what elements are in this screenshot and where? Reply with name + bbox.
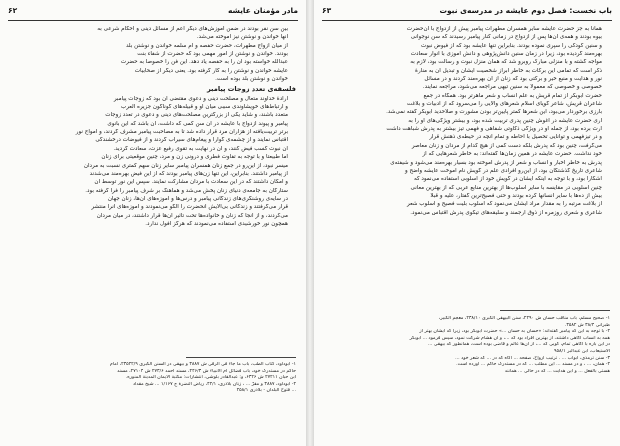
paragraph-line: اما طبیعتاً و با توجه به تفاوت فطری و درونی زن و مرد، چنین موقعیتی برای زنان bbox=[101, 154, 288, 161]
right-page-number: ۶۳ bbox=[322, 6, 332, 15]
footnote-line: حاکم در مستدرک خود، باب فضائل ام الانبیاء ش ۲۴۶/۳، مسند احمد ۲۷۳/۶ ش ۲۷۱۰۴، مسند bbox=[117, 368, 296, 374]
paragraph-line: خود نداشت. حضرت عایشه در همین زمان‌ها گفته‌اند: به خاطر شعرهایی که از bbox=[422, 151, 602, 158]
paragraph-line: پدرش به خاطر اخبار و انساب و شعر از پدرش آموخته بود بسیار بهره‌مند می‌شود و شیفته‌ی bbox=[390, 159, 602, 166]
paragraph-line: از میان ازواج مطهرات، حضرت حفصه و ام سلمه خواندن و نوشتن بلد bbox=[125, 42, 288, 49]
paragraph-line: می‌گرفت، چنین بود که پدرش بلکه دست کمی از هیچ کدام از مردان و زنان معاصر bbox=[411, 142, 602, 149]
paragraph-line: بین سن نفر بودند در ضمن آموزش‌های دیگر اعم از مسائل دینی و احکام شرعی به bbox=[97, 26, 288, 32]
left-page-number: ۶۲ bbox=[8, 6, 18, 15]
left-footnote-rule bbox=[186, 357, 296, 358]
paragraph-line: از پیامبر داشتند. بنابراین، این تنها زن‌های پیامبر بودند که از این فیض بهره‌مند می‌شدند bbox=[89, 170, 288, 177]
paragraph-line: متعدد باشند، و شاید یکی از بزرگترین مصلحت‌های دینی و دعوی در تعدد زوجات bbox=[105, 112, 288, 119]
right-footnote-rule bbox=[500, 310, 610, 311]
footnote-line: ۳- سنن ترمذی، ابواب ... . ترتیب ارواح، صفحه ... آگاه که در ... که شعر خود ... bbox=[455, 355, 610, 361]
paragraph-line: شاعران قریش، شاعر گویای اسلام شعرهای والایی را می‌سرود که از ادبیات و بلاغت bbox=[406, 101, 602, 108]
paragraph-line: خواندن و نوشتن بلد بوده است. bbox=[215, 76, 288, 83]
paragraph-line: و سنین کودکی را سپری نموده بودند. بنابراین تنها عایشه بود که از فیوض نبوت bbox=[420, 42, 602, 49]
paragraph-line: بیوه بودند و همه‌ی آن‌ها پس از ازدواج در زمانی کنار پیامبر رسیدند که سن نوجوانی bbox=[410, 34, 602, 41]
section-heading: فلسفه‌ی تعدد زوجات پیامبر bbox=[206, 85, 296, 94]
footnote-line: طبرانی ۳۸/۴ ش ۳۵۸۲. bbox=[564, 322, 610, 328]
right-page bbox=[314, 0, 620, 446]
paragraph-line: آری حضرت عایشه در آغوش چنین پدری تربیت شده بود، و بیشتر ویژگی‌های او را به bbox=[408, 117, 602, 124]
paragraph-line: شاعری و شعری روزمره از ذوق ارجمند و سلیقه‌های تیکوی پدرش اقتباس می‌نمود. bbox=[410, 209, 602, 216]
book-gutter bbox=[306, 0, 314, 446]
paragraph-line: پیامبر و پیوند ازدواج با عایشه در آن سن کمی که داشت، آن باشد که این بانوی bbox=[107, 120, 288, 127]
paragraph-line: شاعری تاریخ گذشتگان بود، از این‌رو افرادی علم در گویش نام آموخت عایشه واضح و bbox=[405, 167, 602, 174]
right-header-rule bbox=[322, 20, 612, 21]
paragraph-line: آن نبوت کسب فیض کنند، و آن در نهایت به تقوی رفیع عزت، سعادت گردید. bbox=[113, 145, 288, 152]
paragraph-line: و در تیزفهمی و توانایی تحصیل با احاطه و تمام آنچه در حیطه‌ی ذهنش قرار bbox=[429, 134, 602, 141]
paragraph-line: نور و هدایت و منبع خیر و برکتی بود که زنان از آن بهره‌مند گردند و در مسائل bbox=[424, 76, 602, 83]
paragraph-line: خصوصی و خصوصی که معمولاً به سنین تیهی مراجعه می‌شود، مراجعه نمایند. bbox=[422, 84, 602, 91]
paragraph-line: چنین اسلوبی در مقایسه با سایر اسلوب‌ها از بهترین منابع عربی که از بهترین معانی bbox=[410, 184, 602, 191]
paragraph-line: قرار می‌گرفتند و زندگانی بی‌آلایش آنحضرت را الگو می‌نمودند و آموزه‌های آنرا منتشر bbox=[91, 204, 288, 211]
paragraph-line: بارزی برخوردار می‌بود، این شعرها کمتر پایین‌تر بودن مشورت و صلاحدید ابوبکر گفته نمی‌شد. bbox=[386, 109, 602, 116]
paragraph-line: ارادهٔ خداوند متعال و مصلحت دینی و دعوی مقتضی آن بود که زوجات پیامبر bbox=[113, 95, 288, 102]
left-footnotes bbox=[10, 362, 296, 395]
paragraph-line: و ارتباط‌های خویشاوندی سببی میان او و قبیله‌های گوناگون جزیره العرب bbox=[120, 104, 288, 111]
paragraph-line: بهره‌مند گردیده بود، زیرا در زمان سنین دانش‌پژوهی و دانش آموزی با انوار سعادت bbox=[410, 51, 602, 58]
paragraph-line: بیش از ده‌ها با سایر انسانها کرده بودند و حتی فصیح‌ترین گفتار، علیه و قبلاً bbox=[430, 192, 602, 199]
paragraph-line: مواجه گشته و با منزلی مبارک روبرو شد که همان منزل نبوت و رسالت بود، لازم به bbox=[410, 59, 602, 66]
paragraph-line: میسر نبود، از این‌رو در جمع زنان همسران پیامبر سایر زنان سهم کمتری نسبت به مردان bbox=[83, 162, 288, 169]
paragraph-line: ستارگان به جامعه‌ی دنیای زنان پخش می‌شد و هماهنگ بر شرف پیامبر را فرا گرفته بود. bbox=[85, 187, 288, 194]
paragraph-line: برتر تربیت‌یافته از هزاران مرد قرار داده شد تا به مصاحبت پیامبر مشرف گردند، و امواج نور bbox=[75, 129, 288, 136]
paragraph-line: ارث برده بود، از جمله او در ویژگی ذکاوتی شفاهی و فهمی تیز بیشتر به پدرش شباهت داشت bbox=[386, 126, 602, 133]
paragraph-line: آنها خواندن و نوشتن نیز آموخته می‌شد. bbox=[196, 34, 288, 41]
paragraph-line: عبدالله خواسته بود آن را به حفصه یاد دهد. این فن را خصوصاً به حضرت bbox=[120, 59, 288, 66]
right-header bbox=[322, 6, 612, 18]
paragraph-line: آشکارا بود، و با توجه به اینکه ایشان در گویش خود از اسلوبی استفاده می‌نمود که bbox=[413, 176, 602, 183]
footnote-line: ۲- ابوداود، ۳۸۸۷ و مقرّ ... ، زنان بلاذری، ۴۴/۱، ریاض النضرة ج ۱/۱۶۷ ... شیخ مقداد bbox=[132, 381, 296, 387]
footnote-line: هستی بالفعل ... و این هدایت ... که در حالی ... همانند bbox=[504, 368, 610, 374]
footnote-line: ۱- صحیح مسلم، باب مناقب حسان ش ۲۴۹۰، سنن البیهقی الکبری ۲۳۸/۱۰، معجم الکبیر، bbox=[438, 316, 610, 321]
left-page bbox=[0, 0, 306, 446]
right-running-title: باب نخست: فصل دوم عایشه در مدرسه‌ی نبوت bbox=[439, 6, 612, 15]
left-running-title: مادر مؤمنان عایشه bbox=[227, 6, 298, 15]
footnote-line: ۴- همان، ... ، و در مسند ... این مطلب ... که در مستدرک حاکم ... آورده است. bbox=[456, 362, 610, 368]
left-header bbox=[8, 6, 298, 18]
paragraph-line: اقتباس نمایند و از چشمه‌ی گوارا و پیغام‌های سیراب گردند و از فیوضات درخشندگی bbox=[95, 137, 288, 144]
paragraph-line: ذکر است که تمامی این برکات به خاطر ابراز شخصیت ایشان و تبدیل آن به منارهٔ bbox=[415, 67, 602, 74]
paragraph-line: همچون نور خورشیدی استفاده می‌نمودند که هرگز افول ندارد. bbox=[145, 220, 288, 227]
left-header-rule bbox=[8, 20, 298, 21]
paragraph-line: همانا به جز حضرت عایشه سایر همسران مطهرات پیامبر پیش از ازدواج با آن‌حضرت bbox=[406, 26, 602, 32]
footnote-line: در این باره با آگاهی تمام، گویی که ...، از آن‌ها عالم و قاضی بوده است، همانطور که بیهقی ... bbox=[427, 342, 610, 348]
right-body-text bbox=[324, 26, 610, 218]
footnote-line: ابن حبان ۲۷۲۱۱ ش ۶۳۲۶، و: عبدالقادر بلوشی، انتشارات: مکتبة الایمان المدینة المنوره. bbox=[125, 375, 296, 381]
footnote-line: همه به انساب آگاهی داشتند، از بهترین افراد بود که ...، و آن هشام شرکت نمود، سپس فرمود ... ابوبکر bbox=[409, 335, 610, 341]
left-body-text bbox=[10, 26, 296, 229]
paragraph-line: حضرت ابوبکر از تمام قریش به علم انساب و شعر ماهرتر بود. همگاه در جمع bbox=[423, 92, 602, 99]
footnote-line: ... فتوح البلدان - بلاذری ۴۵۸/۱ bbox=[236, 388, 296, 394]
footnote-line: ۱- ابوداود، کتاب الطب، باب ما جاء فی الرقی ش ۳۸۸۷ و بیهقی در السنن الکبری ۲۳۵۴۲/۹، امام bbox=[109, 362, 296, 367]
paragraph-line: در سایه‌ی روشنگری‌های زندگانی پیامبر و درس‌ها و آموزه‌های آن‌ها، زنان جهان bbox=[107, 195, 288, 202]
paragraph-line: بودند. خواندن و نوشتن از امور مهمی بود که حضرت از شفاء بنت bbox=[137, 51, 288, 58]
paragraph-line: از بلاغت مرتبه را به مقدار مراد ایشان می‌نمود که اسلوب بلیت فصیح و اسلوب شعر bbox=[406, 201, 602, 208]
paragraph-line: عایشه خواندن و نوشتن را به کار گرفته بود. یعنی دیگر از صحابیات bbox=[134, 67, 288, 74]
paragraph-line: و امکان داشتند که در این سعادت با مردان مشارکت نمایند. سپس این نور توسط آن bbox=[94, 179, 288, 186]
footnote-line: الاستیعاب، ابن عبدالبر ۹۵۸/۱ bbox=[553, 348, 610, 354]
footnote-line: ۲- با توجه به این که پیامبر گفته‌اند: «حسان به حسان ...» حضرت ابوبکر بود، زیرا که ایشان بهتر از bbox=[419, 329, 610, 335]
right-footnotes bbox=[324, 316, 610, 375]
paragraph-line: می‌کردند، و از آنجا که زنان و خانواده‌ها تحت تأثیر آن‌ها قرار داشتند، در میان مردان bbox=[96, 212, 288, 219]
